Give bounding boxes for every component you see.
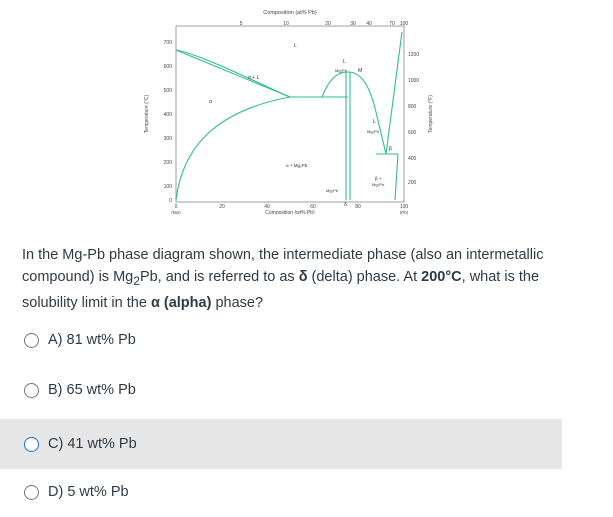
top-tick: 5 [239, 21, 243, 27]
option-label: A) 81 wt% Pb [48, 332, 136, 348]
bottom-tick: 40 [264, 204, 270, 210]
right-axis-title: Temperature (°F) [428, 95, 434, 133]
label-mg2pb-beta: Mg₂Pb [367, 129, 380, 134]
radio-button[interactable] [24, 383, 39, 398]
bottom-tick: 0 [174, 204, 178, 210]
label-liquid-2: L [343, 59, 346, 65]
liquidus-left [176, 50, 290, 97]
left-tick: 0 [169, 198, 172, 204]
left-ticks [164, 40, 173, 204]
label-m: M [358, 68, 363, 74]
radio-button[interactable] [24, 485, 39, 500]
subscript-2: 2 [133, 273, 140, 288]
radio-button[interactable] [24, 333, 39, 348]
question-part: Pb, and is referred to as [139, 269, 299, 285]
top-tick: 40 [366, 21, 372, 27]
top-tick: 10 [283, 21, 289, 27]
right-tick: 800 [408, 104, 417, 110]
bottom-tick: 80 [355, 204, 361, 210]
alpha-word: (alpha) [159, 294, 212, 311]
right-tick: 600 [408, 130, 417, 136]
label-alpha: α [209, 99, 212, 105]
right-tick: 200 [408, 180, 417, 186]
option-label: B) 65 wt% Pb [48, 382, 136, 398]
region-labels [209, 43, 392, 208]
option-label: C) 41 wt% Pb [48, 436, 137, 452]
phase-boundaries [176, 32, 402, 200]
liquidus-right [376, 32, 402, 154]
option-a[interactable] [0, 315, 562, 365]
question-intro: In the Mg-Pb phase diagram shown, the intermediate phase (also an intermetallic compound) is Mg [22, 247, 544, 285]
solvus-beta [395, 154, 398, 200]
bottom-left-label: (Mg) [171, 210, 181, 214]
label-alpha-mg2pb: α + Mg₂Pb [286, 163, 308, 168]
question-temperature: 200°C [421, 269, 462, 285]
alpha-symbol: α [150, 294, 160, 311]
bottom-tick: 100 [399, 204, 409, 210]
label-alpha-l: α + L [248, 75, 260, 81]
left-tick: 100 [163, 184, 172, 190]
right-tick: 400 [408, 156, 417, 162]
option-b[interactable] [0, 365, 562, 415]
top-tick: 100 [399, 21, 409, 27]
option-c[interactable] [0, 419, 562, 469]
bottom-tick: 60 [310, 204, 316, 210]
option-label: D) 5 wt% Pb [48, 484, 129, 500]
question-end: phase? [211, 294, 264, 311]
right-tick: 1200 [408, 52, 420, 58]
left-tick: 300 [163, 136, 172, 142]
label-liquid: L [294, 43, 297, 49]
radio-button[interactable] [24, 437, 39, 452]
left-tick: 400 [163, 112, 172, 118]
label-delta: δ [344, 202, 347, 208]
left-tick: 700 [163, 40, 172, 46]
top-tick: 70 [389, 21, 395, 27]
top-axis-title: Composition (at% Pb) [263, 10, 317, 16]
label-delta-l: L [373, 119, 376, 125]
bottom-right-label: (Pb) [399, 210, 409, 214]
solvus-alpha [176, 97, 290, 200]
top-tick: 20 [325, 21, 331, 27]
right-tick: 1000 [408, 78, 420, 84]
question-text [22, 244, 582, 314]
liquidus-center [322, 72, 376, 112]
left-tick: 600 [163, 64, 172, 70]
left-tick: 200 [163, 160, 172, 166]
bottom-tick: 20 [219, 204, 225, 210]
left-tick: 500 [163, 88, 172, 94]
plot-frame [176, 26, 404, 202]
bottom-axis-title: Composition (wt% Pb) [265, 210, 315, 214]
label-beta: β [389, 146, 392, 152]
phase-diagram [140, 2, 440, 214]
delta-symbol: δ [298, 269, 308, 285]
label-mg2pb-l: Mg₂Pb [335, 68, 348, 73]
top-tick: 30 [350, 21, 356, 27]
label-beta-mg2pb-2: Mg₂Pb [372, 182, 385, 187]
question-part: (delta) phase. At [307, 269, 422, 285]
question-part: , what is the solubility limit in the [22, 269, 540, 311]
label-mg2pb-bottom: Mg₂Pb [326, 188, 339, 193]
label-beta-mg2pb: β + [375, 176, 382, 181]
right-ticks [408, 52, 419, 186]
left-axis-title: Temperature (°C) [144, 94, 150, 134]
